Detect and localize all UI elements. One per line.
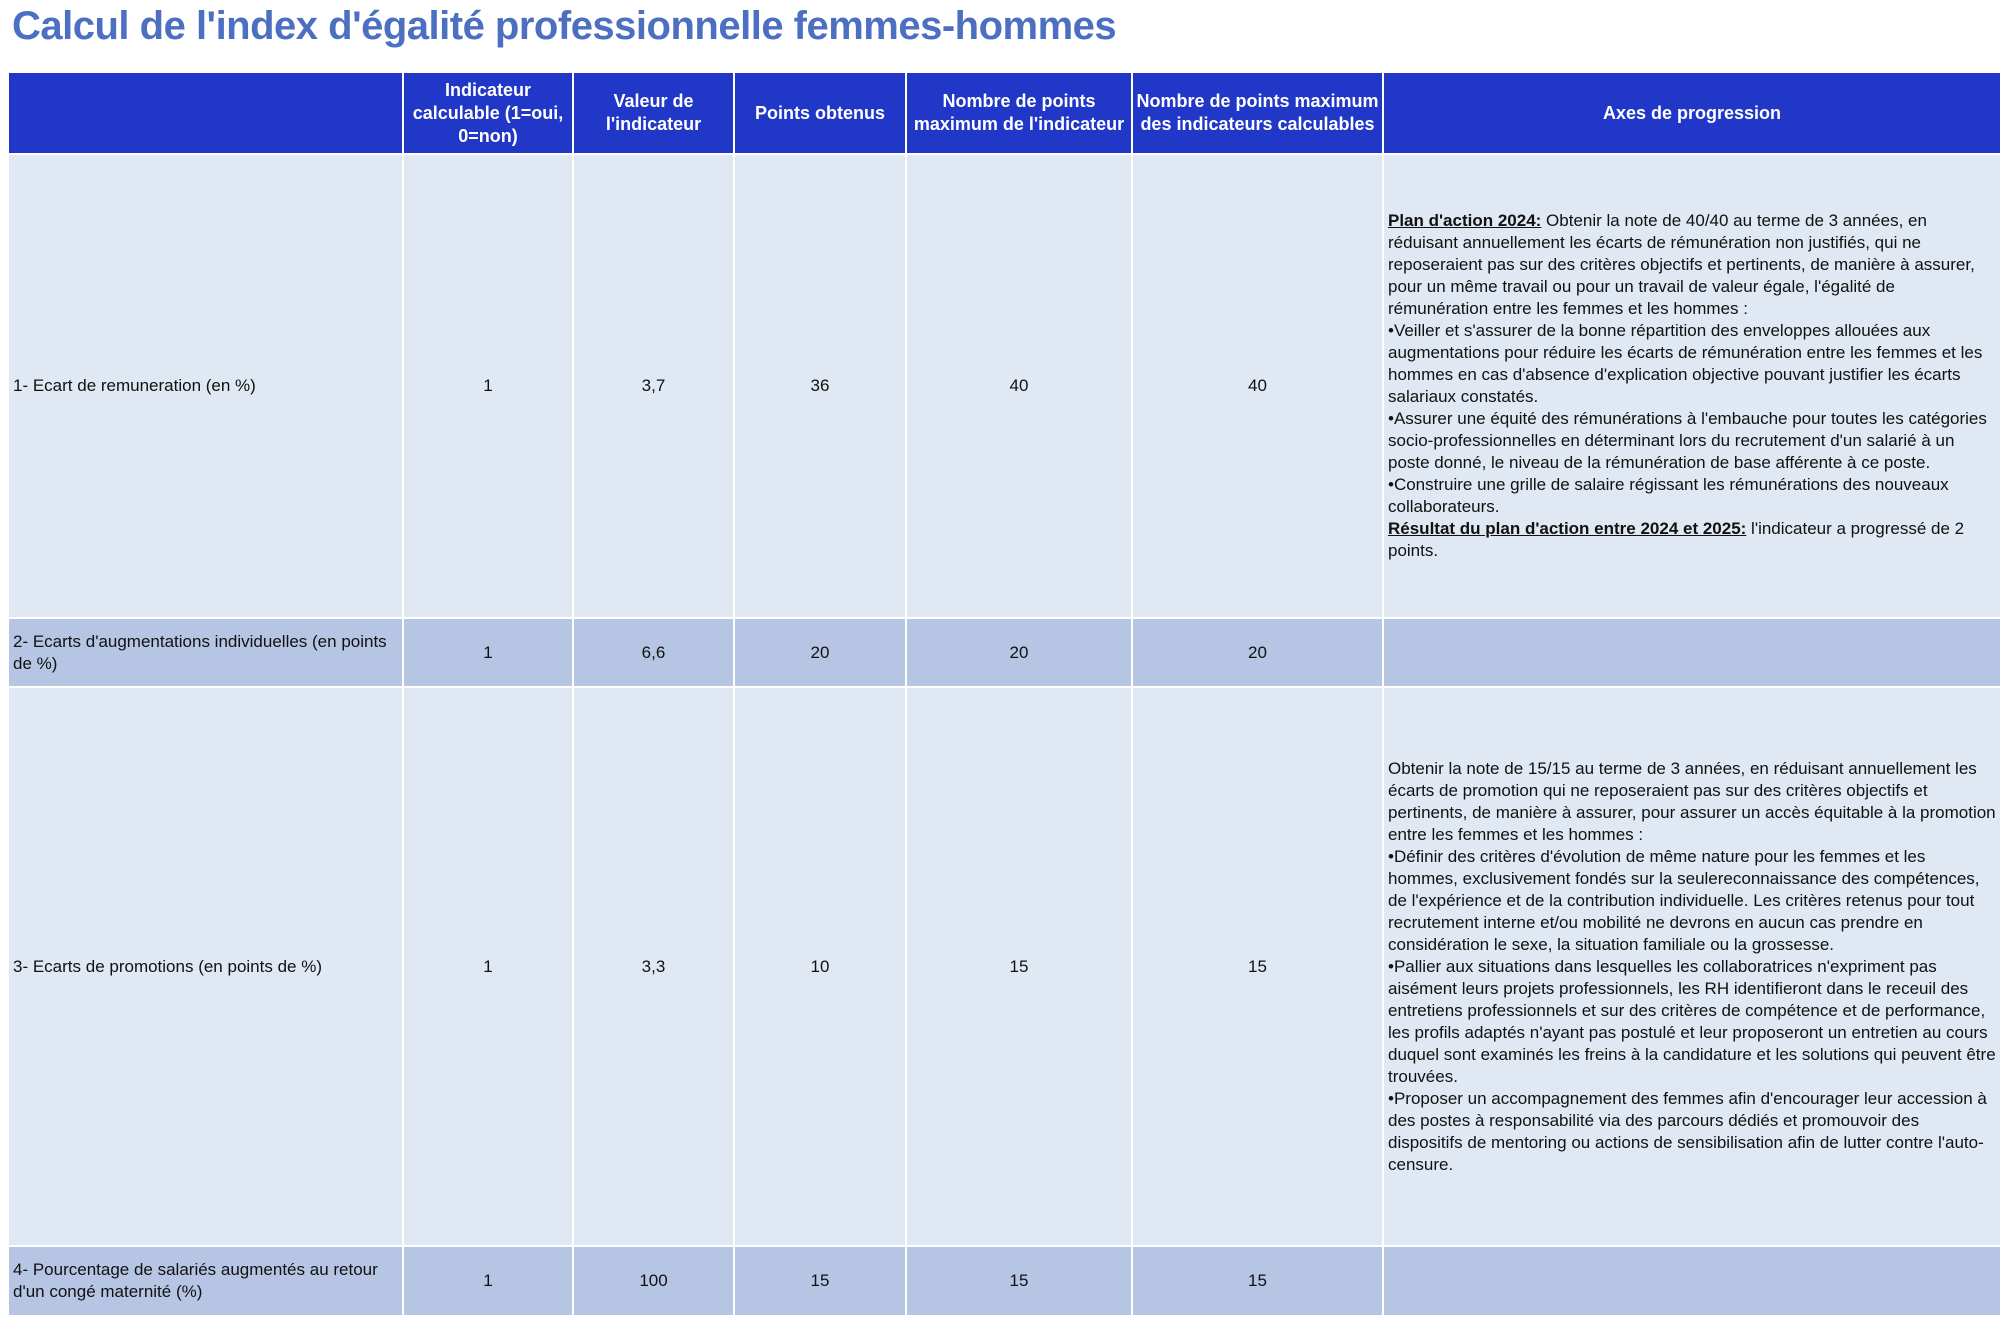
result-paragraph	[1388, 518, 1996, 562]
table-row	[8, 687, 2000, 1246]
row-label: 4- Pourcentage de salariés augmentés au retour d'un congé maternité (%)	[8, 1246, 403, 1316]
row-label: 2- Ecarts d'augmentations individuelles (en points de %)	[8, 618, 403, 687]
cell-valeur: 3,3	[573, 687, 734, 1246]
bullet-item: •Assurer une équité des rémunérations à l'embauche pour toutes les catégories socio-professionnelles en déterminant lors du recrutement d'un salarié à un poste donné, le niveau de la rémunération de base afférente à ce poste.	[1388, 409, 1987, 472]
cell-max-calculables: 40	[1132, 154, 1383, 618]
bullet-item: •Proposer un accompagnement des femmes afin d'encourager leur accession à des postes à responsabilité via des parcours dédiés et promouvoir des dispositifs de mentoring ou actions de sensibilisation afin de lutter contre l'auto-censure.	[1388, 1088, 1987, 1174]
plan-text: Obtenir la note de 40/40 au terme de 3 années, en réduisant annuellement les écarts de rémunération non justifiés, qui ne reposeraient pas sur des critères objectifs et pertinents, de manière à assurer, pour un même travail ou pour un travail de valeur égale, l'égalité de rémunération entre les femmes et les hommes :	[1388, 211, 1975, 318]
row-label: 3- Ecarts de promotions (en points de %)	[8, 687, 403, 1246]
header-cell-axes: Axes de progression	[1383, 72, 2000, 154]
plan-paragraph	[1388, 210, 1996, 320]
cell-valeur: 100	[573, 1246, 734, 1316]
cell-max-indicateur: 40	[906, 154, 1132, 618]
bullet-item: •Pallier aux situations dans lesquelles les collaboratrices n'expriment pas aisément leurs projets professionnels, les RH identifieront dans le receuil des entretiens professionnels et sur des critères de compétence et de performance, les profils adaptés n'ayant pas postulé et leur proposeront un entretien au cours duquel sont examinés les freins à la candidature et les solutions qui peuvent être trouvées.	[1388, 956, 1996, 1086]
cell-points: 15	[734, 1246, 906, 1316]
cell-valeur: 3,7	[573, 154, 734, 618]
result-text: l'indicateur a progressé de 2 points.	[1388, 519, 1965, 560]
cell-axes	[1383, 687, 2000, 1246]
result-label: Résultat du plan d'action entre 2024 et 2025:	[1388, 519, 1747, 538]
bullet-item: •Veiller et s'assurer de la bonne répartition des enveloppes allouées aux augmentations pour réduire les écarts de rémunération entre les femmes et les hommes en cas d'absence d'explication objective pouvant justifier les écarts salariaux constatés.	[1388, 321, 1983, 406]
cell-max-indicateur: 20	[906, 618, 1132, 687]
cell-axes	[1383, 618, 2000, 687]
row-label: 1- Ecart de remuneration (en %)	[8, 154, 403, 618]
header-cell-max-calculables: Nombre de points maximum des indicateurs calculables	[1132, 72, 1383, 154]
cell-calculable: 1	[403, 1246, 573, 1316]
bullet-item: •Définir des critères d'évolution de même nature pour les femmes et les hommes, exclusivement fondés sur la seulereconnaissance des compétences, de l'expérience et de la contribution individuelle. Les critères retenus pour tout recrutement interne et/ou mobilité ne devrons en aucun cas prendre en considération le sexe, la situation familiale ou la grossesse.	[1388, 846, 1980, 954]
cell-max-calculables: 15	[1132, 687, 1383, 1246]
cell-points: 10	[734, 687, 906, 1246]
cell-calculable: 1	[403, 687, 573, 1246]
table-row	[8, 618, 2000, 687]
page-title: Calcul de l'index d'égalité professionnelle femmes-hommes	[12, 4, 1117, 48]
cell-axes	[1383, 154, 2000, 618]
cell-calculable: 1	[403, 618, 573, 687]
cell-max-calculables: 15	[1132, 1246, 1383, 1316]
index-table	[7, 71, 2000, 1317]
header-cell-max-indicateur: Nombre de points maximum de l'indicateur	[906, 72, 1132, 154]
table-row	[8, 154, 2000, 618]
header-cell-points: Points obtenus	[734, 72, 906, 154]
header-cell-valeur: Valeur de l'indicateur	[573, 72, 734, 154]
plan-label: Plan d'action 2024:	[1388, 211, 1542, 230]
cell-valeur: 6,6	[573, 618, 734, 687]
header-cell-label	[8, 72, 403, 154]
cell-axes	[1383, 1246, 2000, 1316]
intro-paragraph: Obtenir la note de 15/15 au terme de 3 années, en réduisant annuellement les écarts de promotion qui ne reposeraient pas sur des critères objectifs et pertinents, de manière à assurer, pour assurer un accès équitable à la promotion entre les femmes et les hommes :	[1388, 758, 1996, 844]
cell-points: 36	[734, 154, 906, 618]
cell-calculable: 1	[403, 154, 573, 618]
cell-points: 20	[734, 618, 906, 687]
cell-max-calculables: 20	[1132, 618, 1383, 687]
cell-max-indicateur: 15	[906, 1246, 1132, 1316]
bullet-item: •Construire une grille de salaire régissant les rémunérations des nouveaux collaborateurs.	[1388, 475, 1949, 516]
header-cell-calculable: Indicateur calculable (1=oui, 0=non)	[403, 72, 573, 154]
table-row	[8, 1246, 2000, 1316]
cell-max-indicateur: 15	[906, 687, 1132, 1246]
header-row	[8, 72, 2000, 154]
